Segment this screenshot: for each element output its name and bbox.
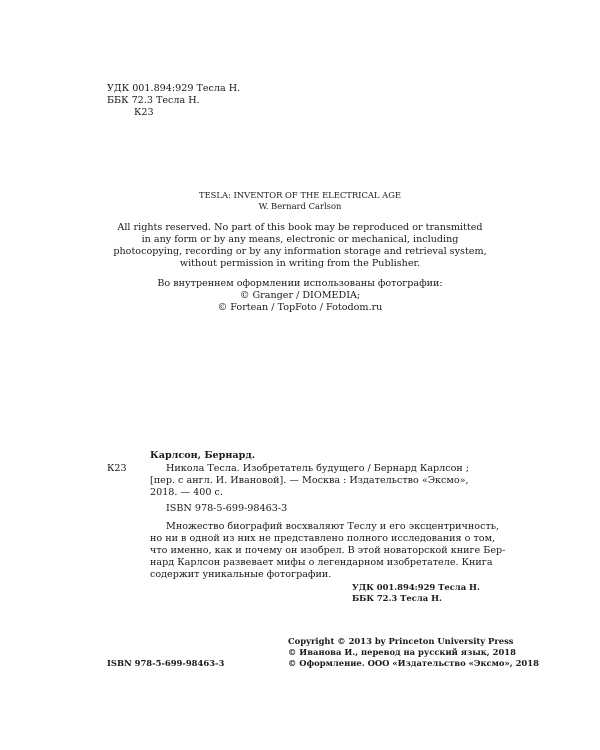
rights-line: All rights reserved. No part of this book may be reproduced or transmitted <box>117 222 483 233</box>
photo-credits <box>130 278 470 314</box>
rights-notice <box>110 222 490 270</box>
catalog-udk: УДК 001.894:929 Тесла Н. <box>352 582 480 592</box>
isbn-bottom: ISBN 978-5-699-98463-3 <box>107 658 225 668</box>
copyright-line: © Оформление. ООО «Издательство «Эксмо», 2018 <box>288 658 539 668</box>
bbk-code: ББК 72.3 Тесла Н. <box>107 95 200 106</box>
catalog-author-mark: К23 <box>107 463 127 474</box>
rights-line: without permission in writing from the Publisher. <box>179 258 421 269</box>
udk-code: УДК 001.894:929 Тесла Н. <box>107 83 241 94</box>
copyright-line: Copyright © 2013 by Princeton University Press <box>288 636 514 646</box>
catalog-annotation <box>150 521 506 581</box>
copyright-block <box>288 636 539 669</box>
catalog-entry-line: Никола Тесла. Изобретатель будущего / Бернард Карлсон ; <box>166 463 470 474</box>
rights-line: in any form or by any means, electronic or mechanical, including <box>141 234 459 245</box>
original-title-block <box>150 190 450 212</box>
annotation-line: Множество биографий восхваляют Теслу и его эксцентричность, <box>166 521 500 532</box>
original-author: W. Bernard Carlson <box>258 201 342 211</box>
original-title: TESLA: INVENTOR OF THE ELECTRICAL AGE <box>198 190 401 200</box>
catalog-isbn: ISBN 978-5-699-98463-3 <box>166 503 288 514</box>
credits-heading: Во внутреннем оформлении использованы фотографии: <box>157 278 443 289</box>
annotation-line: нард Карлсон развевает мифы о легендарном изобретателе. Книга <box>150 557 493 568</box>
catalog-bbk: ББК 72.3 Тесла Н. <box>352 593 442 603</box>
catalog-entry-line: [пер. с англ. И. Ивановой]. — Москва : Издательство «Эксмо», <box>150 475 469 486</box>
copyright-line: © Иванова И., перевод на русский язык, 2018 <box>288 647 516 657</box>
annotation-line: что именно, как и почему он изобрел. В этой новаторской книге Бер- <box>150 545 506 556</box>
rights-line: photocopying, recording or by any information storage and retrieval system, <box>113 246 487 257</box>
catalog-entry-line: 2018. — 400 с. <box>150 487 223 498</box>
credit-line: © Granger / DIOMEDIA; <box>239 290 361 301</box>
catalog-entry <box>150 463 493 499</box>
catalog-author-heading: Карлсон, Бернард. <box>150 450 256 461</box>
annotation-line: содержит уникальные фотографии. <box>150 569 332 580</box>
author-mark: К23 <box>134 107 154 118</box>
annotation-line: но ни в одной из них не представлено полного исследования о том, <box>150 533 496 544</box>
credit-line: © Fortean / TopFoto / Fotodom.ru <box>217 302 383 313</box>
